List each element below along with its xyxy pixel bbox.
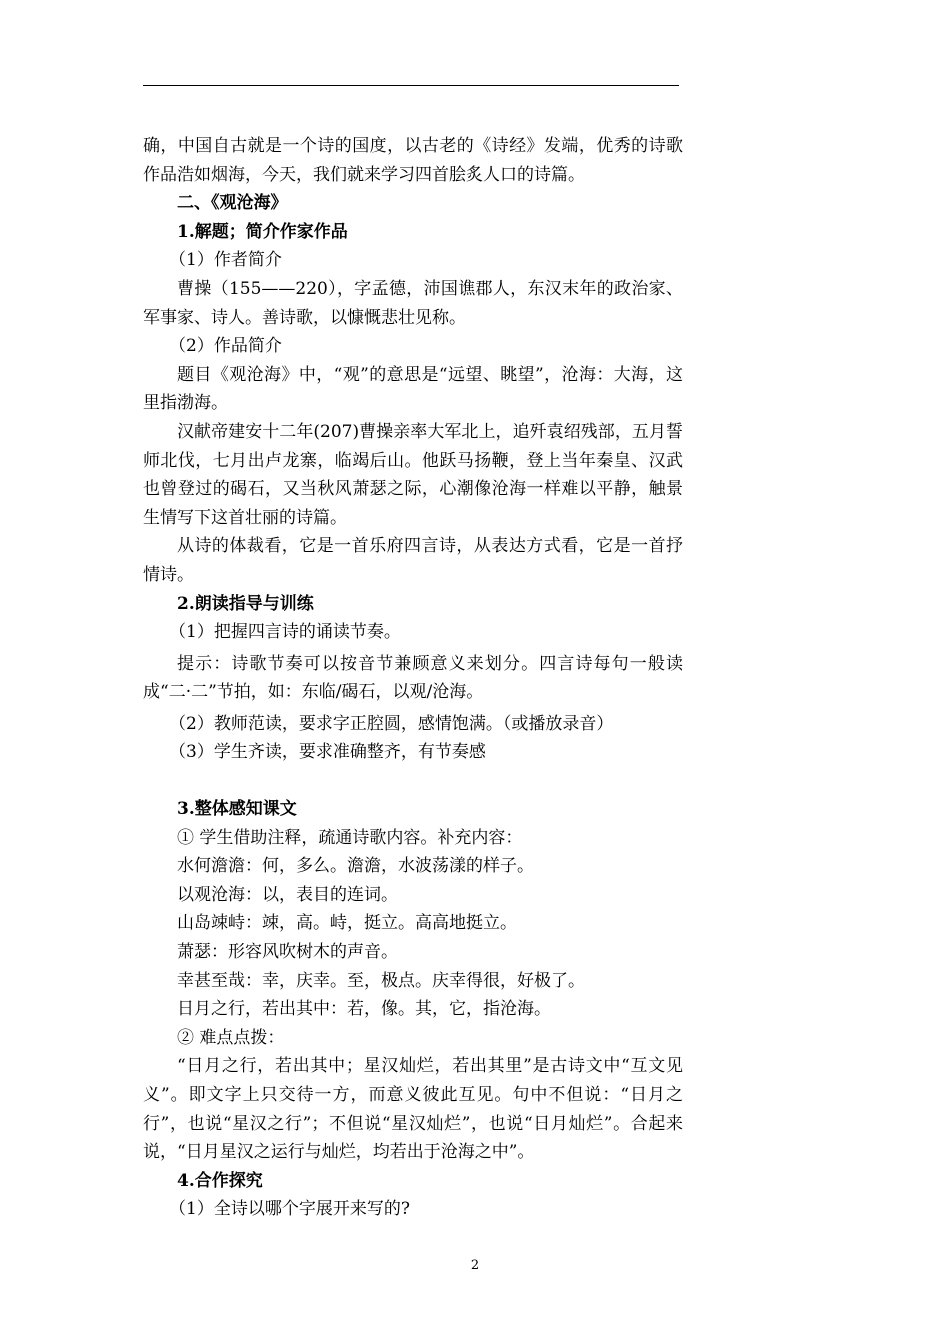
header-rule [143,85,679,86]
paragraph-rhythm-tip: 提示：诗歌节奏可以按音节兼顾意义来划分。四言诗每句一般读成“二·二”节拍，如：东临/碣石，以观/沧海。 [143,653,683,703]
note-line: 幸甚至哉：幸，庆幸。至，极点。庆幸得很，好极了。 [177,970,585,991]
subheading-reading-guidance: 2.朗读指导与训练 [177,593,314,614]
paragraph-huwen-explanation: “日月之行，若出其中；星汉灿烂，若出其里”是古诗文中“互文见义”。即文字上只交待一方，而意义彼此互见。句中不但说：“日月之行”，也说“星汉之行”；不但说“星汉灿烂”，也说“日月灿烂”。合起来说，“日月星汉之运行与灿烂，均若出于沧海之中”。 [143,1056,683,1163]
section-heading-guan-cang-hai: 二、《观沧海》 [177,193,288,214]
document-body [143,132,683,1224]
subheading-overall-perception: 3.整体感知课文 [177,799,297,820]
subheading-cooperative-inquiry: 4.合作探究 [177,1170,263,1191]
note-line: 水何澹澹：何，多么。澹澹，水波荡漾的样子。 [177,856,534,877]
item-question-1: （1）全诗以哪个字展开来写的? [169,1199,410,1220]
note-line: 以观沧海：以，表目的连词。 [177,884,398,905]
paragraph-genre: 从诗的体裁看，它是一首乐府四言诗，从表达方式看，它是一首抒情诗。 [143,536,683,585]
item-author-intro: （1）作者简介 [169,250,282,271]
paragraph-historical-background: 汉献帝建安十二年(207)曹操亲率大军北上，追歼袁绍残部，五月誓师北伐，七月出卢龙寨，临竭后山。他跃马扬鞭，登上当年秦皇、汉武也曾登过的碣石，又当秋风萧瑟之际，心潮像沧海一样难以平静，触景生情写下这首壮丽的诗篇。 [143,421,683,528]
item-student-reading: （3）学生齐读，要求准确整齐，有节奏感 [169,742,486,763]
paragraph-author-bio: 曹操（155——220），字孟德，沛国谯郡人，东汉末年的政治家、军事家、诗人。善诗歌，以慷慨悲壮见称。 [143,278,683,328]
page-number: 2 [470,1258,480,1273]
item-annotations: ① 学生借助注释，疏通诗歌内容。补充内容： [177,827,523,848]
note-line: 日月之行，若出其中：若，像。其，它，指沧海。 [177,999,551,1020]
note-line: 山岛竦峙：竦，高。峙，挺立。高高地挺立。 [177,913,517,934]
paragraph-title-meaning: 题目《观沧海》中，“观”的意思是“远望、眺望”，沧海：大海，这里指渤海。 [143,364,683,414]
item-rhythm: （1）把握四言诗的诵读节奏。 [169,622,401,643]
paragraph-intro-continued: 确，中国自古就是一个诗的国度，以古老的《诗经》发端，优秀的诗歌作品浩如烟海，今天，我们就来学习四首脍炙人口的诗篇。 [143,136,683,185]
item-teacher-reading: （2）教师范读，要求字正腔圆，感情饱满。（或播放录音） [169,713,614,734]
note-line: 萧瑟：形容风吹树木的声音。 [177,942,398,963]
item-difficulty: ② 难点点拨： [177,1027,285,1048]
subheading-title-intro: 1.解题；简介作家作品 [177,221,348,242]
item-work-intro: （2）作品简介 [169,336,282,357]
